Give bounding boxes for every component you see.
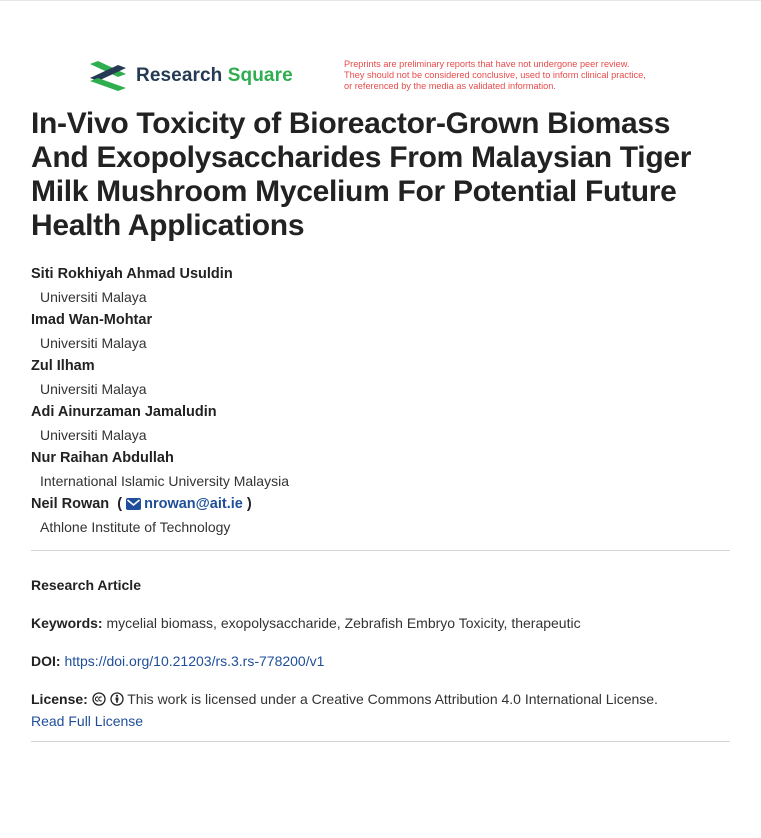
preprint-disclaimer bbox=[344, 59, 704, 92]
disclaimer-line: or referenced by the media as validated information. bbox=[344, 81, 556, 91]
doi-link[interactable]: https://doi.org/10.21203/rs.3.rs-778200/v1 bbox=[64, 653, 325, 669]
envelope-icon bbox=[126, 498, 141, 510]
author-entry bbox=[31, 447, 731, 493]
author-name: Neil Rowan bbox=[31, 496, 110, 512]
author-entry bbox=[31, 263, 731, 309]
article-type-label: Research Article bbox=[31, 577, 141, 593]
author-affiliation: Universiti Malaya bbox=[40, 427, 147, 443]
header bbox=[90, 59, 730, 99]
author-name: Siti Rokhiyah Ahmad Usuldin bbox=[31, 266, 233, 282]
divider bbox=[31, 550, 730, 551]
logo-word-square: Square bbox=[227, 65, 293, 86]
license-row bbox=[31, 688, 730, 732]
author-entry bbox=[31, 309, 731, 355]
author-affiliation: International Islamic University Malaysia bbox=[40, 473, 289, 489]
author-email-link[interactable] bbox=[126, 496, 243, 512]
author-affiliation: Universiti Malaya bbox=[40, 289, 147, 305]
research-square-logo[interactable] bbox=[90, 61, 293, 91]
keywords-label: Keywords: bbox=[31, 615, 103, 631]
author-entry bbox=[31, 493, 731, 539]
author-affiliation: Universiti Malaya bbox=[40, 381, 147, 397]
cc-icon bbox=[92, 692, 106, 706]
license-text: This work is licensed under a Creative Commons Attribution 4.0 International License. bbox=[127, 691, 658, 707]
keywords-row bbox=[31, 612, 730, 634]
author-name: Nur Raihan Abdullah bbox=[31, 450, 174, 466]
read-full-license-link[interactable]: Read Full License bbox=[31, 713, 144, 729]
corresponding-author bbox=[31, 493, 731, 516]
author-email: nrowan@ait.ie bbox=[144, 496, 243, 512]
author-name: Adi Ainurzaman Jamaludin bbox=[31, 404, 217, 420]
divider bbox=[31, 741, 730, 742]
author-entry bbox=[31, 355, 731, 401]
email-close-paren: ) bbox=[246, 496, 252, 512]
disclaimer-line: They should not be considered conclusive, used to inform clinical practice, bbox=[344, 70, 646, 80]
doi-row bbox=[31, 650, 730, 672]
logo-text bbox=[136, 65, 293, 87]
article-type bbox=[31, 574, 730, 596]
author-affiliation: Universiti Malaya bbox=[40, 335, 147, 351]
author-name: Imad Wan-Mohtar bbox=[31, 312, 153, 328]
doi-label: DOI: bbox=[31, 653, 61, 669]
research-square-logo-icon bbox=[90, 61, 126, 91]
attribution-icon bbox=[110, 692, 124, 706]
author-affiliation: Athlone Institute of Technology bbox=[40, 519, 231, 535]
keywords-value: mycelial biomass, exopolysaccharide, Zebrafish Embryo Toxicity, therapeutic bbox=[106, 615, 581, 631]
author-name: Zul Ilham bbox=[31, 358, 95, 374]
email-open-paren: ( bbox=[117, 496, 123, 512]
author-list bbox=[31, 263, 731, 539]
logo-word-research: Research bbox=[136, 65, 223, 86]
disclaimer-line: Preprints are preliminary reports that have not undergone peer review. bbox=[344, 59, 630, 69]
license-label: License: bbox=[31, 691, 88, 707]
author-entry bbox=[31, 401, 731, 447]
paper-title: In-Vivo Toxicity of Bioreactor-Grown Biomass And Exopolysaccharides From Malaysian Tiger Milk Mushroom Mycelium For Potential Future Health Applications bbox=[31, 107, 692, 242]
